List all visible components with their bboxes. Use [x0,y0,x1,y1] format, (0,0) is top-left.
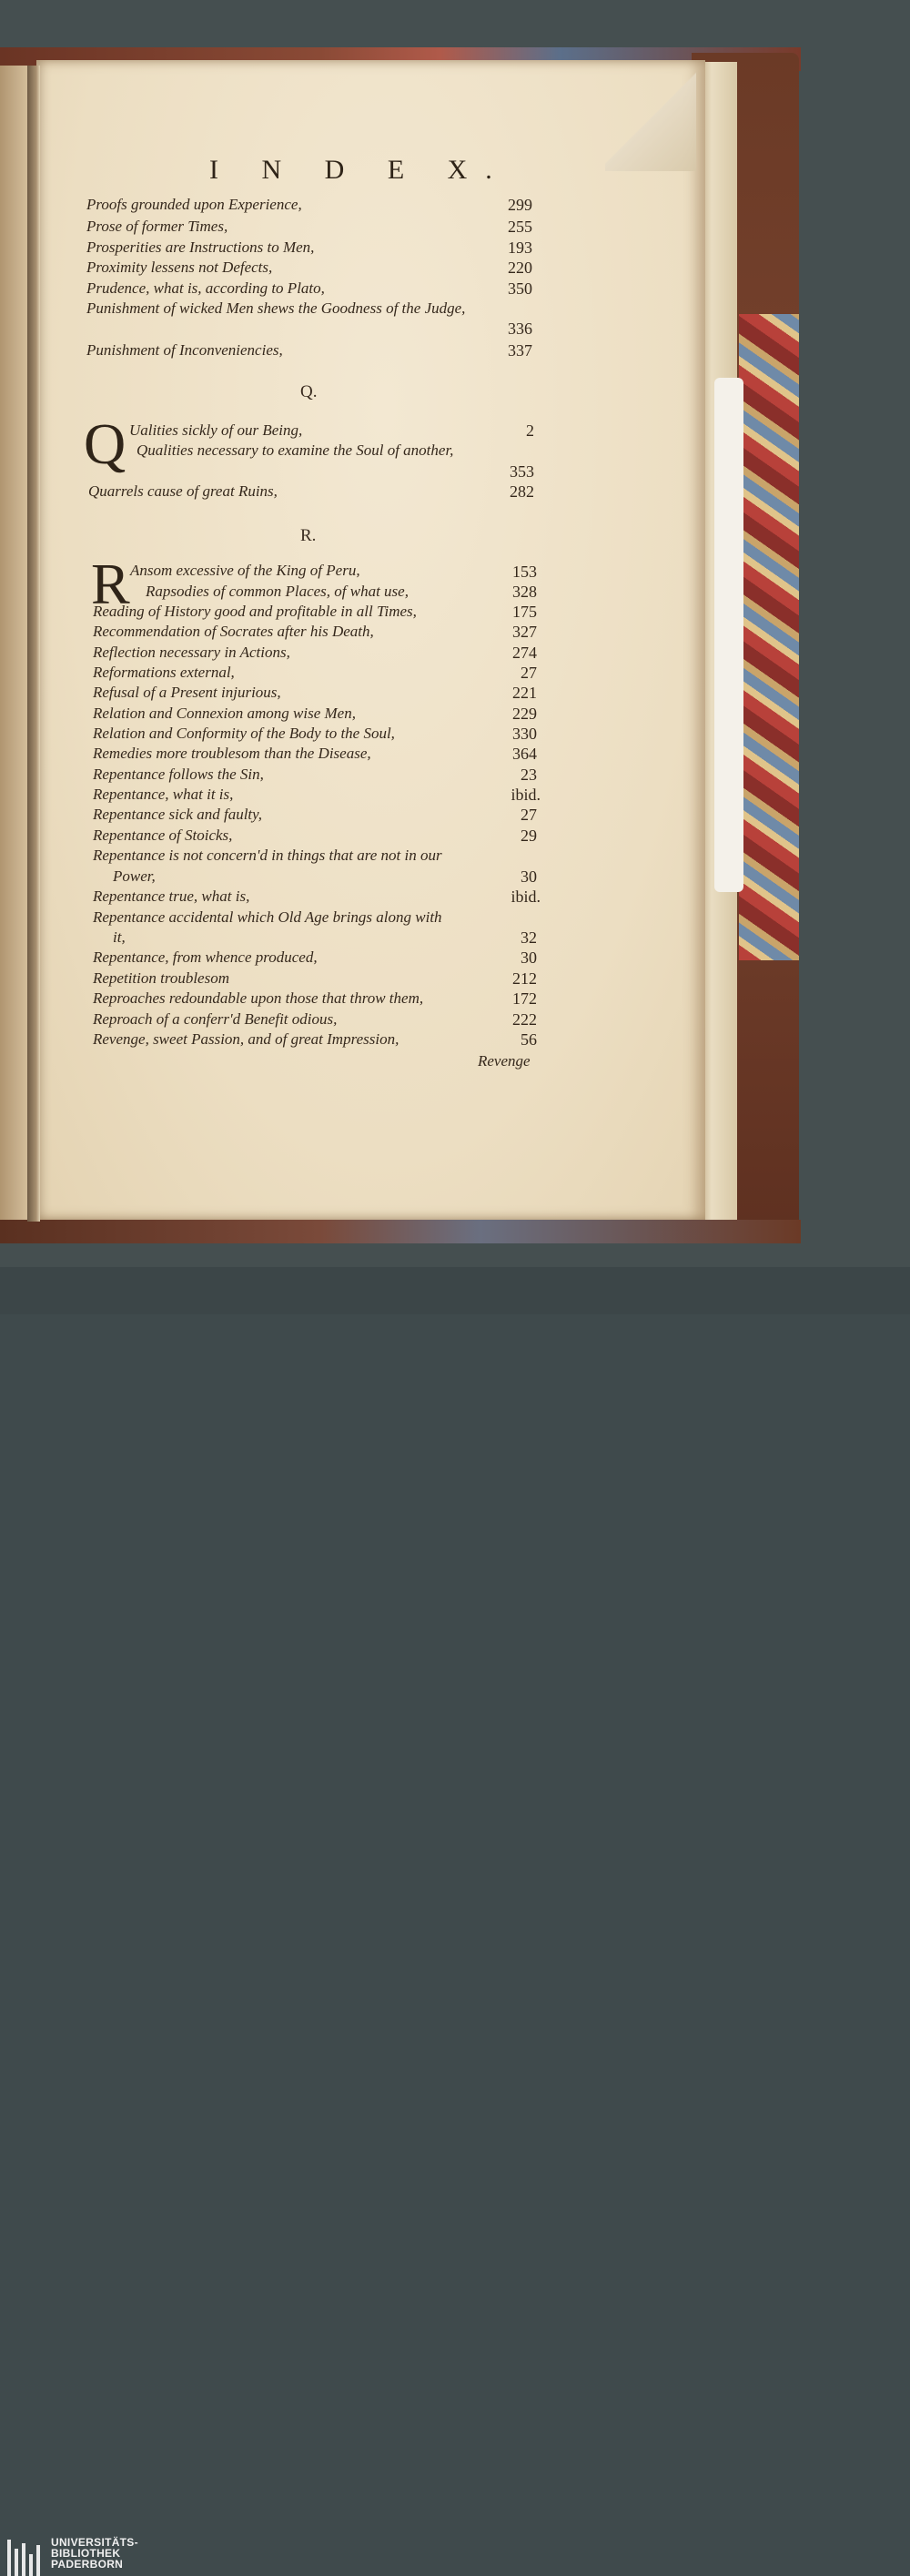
page-ref: 27 [521,806,537,824]
page-ref: 30 [521,867,537,886]
page-ref: 337 [508,341,532,360]
page-ref: 220 [508,259,532,277]
index-entry: Punishment of Inconveniencies, [86,341,283,359]
library-name [51,2537,138,2570]
page-ref: 32 [521,928,537,947]
section-letter-q: Q. [300,382,318,401]
index-entry: Revenge, sweet Passion, and of great Impression, [93,1030,399,1048]
page-text [0,0,910,1267]
library-name-line: BIBLIOTHEK [51,2547,121,2560]
index-entry: Repentance sick and faulty, [93,806,262,823]
index-entry: Reflection necessary in Actions, [93,644,290,661]
page-ref: ibid. [511,786,541,804]
index-entry: Proximity lessens not Defects, [86,259,273,276]
index-entry: Reformations external, [93,664,235,681]
page-ref: 328 [512,583,537,601]
book-scan [0,0,910,1267]
index-entry: Punishment of wicked Men shews the Goodness of the Judge, [86,299,466,317]
index-entry: Repentance is not concern'd in things that are not in our [93,847,442,864]
page-ref: 222 [512,1010,537,1029]
index-entry: Prudence, what is, according to Plato, [86,279,325,297]
page-ref: 172 [512,989,537,1008]
library-name-line: UNIVERSITÄTS- [51,2536,138,2549]
index-entry: Ansom excessive of the King of Peru, [130,562,360,579]
page-ref: 327 [512,623,537,641]
library-footer [0,1267,910,2571]
page-ref: 56 [521,1030,537,1049]
page-ref: 221 [512,684,537,702]
index-entry: Qualities necessary to examine the Soul of another, [136,441,454,459]
index-entry: Prose of former Times, [86,218,228,235]
page-ref: 29 [521,827,537,845]
page-ref: ibid. [511,887,541,906]
index-entry: Repentance of Stoicks, [93,827,233,844]
catchword: Revenge [478,1052,531,1070]
page-title: I N D E X. [209,155,511,185]
index-entry: Reproach of a conferr'd Benefit odious, [93,1010,338,1028]
page-ref: 193 [508,238,532,257]
page-ref: 175 [512,603,537,621]
page-ref: 153 [512,563,537,581]
page-ref: 336 [508,319,532,338]
index-entry: Reading of History good and profitable in all Times, [93,603,417,620]
index-entry: Repentance follows the Sin, [93,766,264,783]
index-entry: Repetition troublesom [93,969,229,987]
page-ref: 274 [512,644,537,662]
index-entry: Reproaches redoundable upon those that throw them, [93,989,424,1007]
page-ref: 299 [508,196,532,214]
page-ref: 27 [521,664,537,682]
page-ref: 353 [510,462,534,481]
library-logo-icon [7,2540,47,2576]
library-name-line: PADERBORN [51,2558,124,2571]
index-entry: Recommendation of Socrates after his Death, [93,623,374,640]
index-entry: Refusal of a Present injurious, [93,684,281,701]
index-entry-continuation: Power, [113,867,156,885]
index-entry: Ualities sickly of our Being, [129,421,303,439]
index-entry: Quarrels cause of great Ruins, [88,482,278,500]
index-entry: Proofs grounded upon Experience, [86,196,302,213]
index-entry: Prosperities are Instructions to Men, [86,238,315,256]
page-ref: 330 [512,725,537,743]
page-ref: 30 [521,948,537,967]
index-entry: Repentance, from whence produced, [93,948,318,966]
section-letter-r: R. [300,526,317,545]
index-entry: Repentance accidental which Old Age brings along with [93,908,442,926]
page-ref: 229 [512,705,537,723]
index-entry: Relation and Connexion among wise Men, [93,705,356,722]
page-ref: 282 [510,482,534,501]
index-entry: Relation and Conformity of the Body to the Soul, [93,725,395,742]
drop-cap-r: R [91,552,130,616]
index-entry: Repentance, what it is, [93,786,234,803]
index-entry: Remedies more troublesom than the Disease, [93,745,371,762]
index-entry: Repentance true, what is, [93,887,250,905]
page-ref: 350 [508,279,532,298]
index-entry: Rapsodies of common Places, of what use, [146,583,409,600]
index-entry-continuation: it, [113,928,126,946]
page-ref: 364 [512,745,537,763]
page-ref: 2 [526,421,534,440]
page-ref: 212 [512,969,537,988]
drop-cap-q: Q [84,411,126,476]
page-ref: 255 [508,218,532,236]
page-ref: 23 [521,766,537,784]
